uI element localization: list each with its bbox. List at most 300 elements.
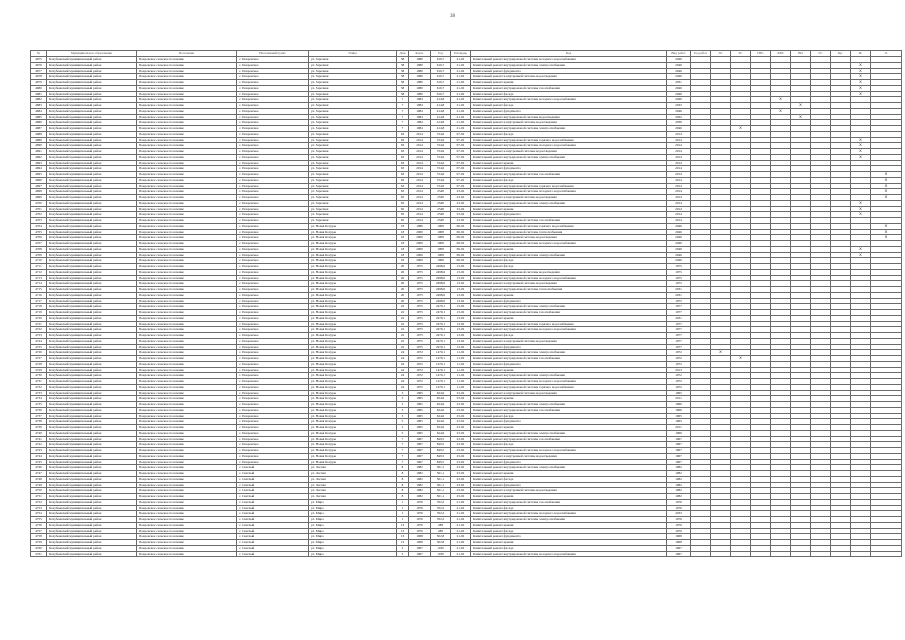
cell-id: 4714 [31,281,47,287]
cell-y: 1975 [409,269,431,275]
cell-pos: Покровское сельское поселение [137,235,237,241]
cell-yr: 1967 [667,551,691,557]
cell-y: 1965 [409,402,431,408]
cell-c: 23-02 [451,494,471,500]
cell-id: 4727 [31,356,47,362]
mark-cell [831,551,851,557]
cell-np: с. Покровское [237,304,309,310]
cell-w: Капитальный ремонт фасада [471,258,667,264]
cell-id: 4741 [31,436,47,442]
cell-c: 23-02 [451,206,471,212]
cell-h: 7 [397,442,409,448]
cell-pos: Покровское сельское поселение [137,373,237,379]
cell-c: 21-02 [451,534,471,540]
cell-y: 1967 [409,436,431,442]
cell-yr: 1967 [667,545,691,551]
cell-np: с. Покровское [237,108,309,114]
cell-mo: Кочубеевский муниципальный район [47,195,137,201]
cell-a: 849,5 [431,459,451,465]
cell-np: с. Светлый [237,517,309,523]
cell-st: ул. Новая Кочуры [309,333,397,339]
cell-yr: 2046 [667,241,691,247]
cell-id: 4702 [31,212,47,218]
cell-y: 1975 [409,275,431,281]
cell-c: 23-02 [451,488,471,494]
cell-yr: 2031 [667,315,691,321]
cell-c: 11-02 [451,361,471,367]
cell-w: Капитальный ремонт внутридомовой системы холодного водоснабжения [471,275,667,281]
cell-np: с. Покровское [237,149,309,155]
cell-pos: Покровское сельское поселение [137,338,237,344]
cell-st: ул. Заречная [309,74,397,80]
cell-np: с. Покровское [237,419,309,425]
cell-id: 4718 [31,304,47,310]
cell-pos: Покровское сельское поселение [137,379,237,385]
cell-pos: Покровское сельское поселение [137,108,237,114]
cell-id: 4719 [31,310,47,316]
cell-yr: 1982 [667,476,691,482]
cell-h: 58 [397,74,409,80]
cell-a: 561,1 [431,476,451,482]
cell-w: Капитальный ремонт крыши [471,425,667,431]
cell-yr: 2014 [667,212,691,218]
works-table-sheet [30,50,888,557]
cell-st: ул. Новая Кочуры [309,430,397,436]
cell-h: 63 [397,189,409,195]
cell-yr: 2046 [667,252,691,258]
cell-pos: Покровское сельское поселение [137,494,237,500]
cell-id: 4675 [31,57,47,63]
cell-w: Капитальный ремонт внутридомовой системы газоснабжения [471,310,667,316]
cell-a: 561,1 [431,488,451,494]
cell-id: 4737 [31,413,47,419]
cell-st: ул. Заречная [309,91,397,97]
cell-y: 1980 [409,85,431,91]
cell-w: Капитальный ремонт и внутренней системы водоотведения [471,488,667,494]
cell-yr: 2014 [667,143,691,149]
cell-w: Капитальный ремонт крыши [471,540,667,546]
cell-w: Капитальный ремонт фундамента [471,361,667,367]
cell-id: 4757 [31,528,47,534]
cell-pos: Покровское сельское поселение [137,396,237,402]
cell-w: Капитальный ремонт внутридомовой системы холодного водоснабжения [471,551,667,557]
cell-pos: Покровское сельское поселение [137,321,237,327]
cell-pos: Покровское сельское поселение [137,97,237,103]
cell-pos: Покровское сельское поселение [137,149,237,155]
cell-w: Капитальный ремонт крыши [471,315,667,321]
column-header: Год [431,51,451,57]
cell-c: 07-02 [451,149,471,155]
cell-st: ул. Заречная [309,206,397,212]
cell-w: Капитальный ремонт и внутренней системы водоотведения [471,195,667,201]
cell-yr: 2046 [667,235,691,241]
cell-mo: Кочубеевский муниципальный район [47,108,137,114]
cell-st: ул. Заречная [309,172,397,178]
cell-c: 11-02 [451,384,471,390]
cell-np: с. Покровское [237,287,309,293]
mark-cell: X [851,252,871,258]
cell-c: 11-02 [451,379,471,385]
cell-mo: Кочубеевский муниципальный район [47,321,137,327]
cell-h: 8 [397,471,409,477]
cell-y: 1975 [409,333,431,339]
cell-a: 1008 [431,246,451,252]
cell-y: 1980 [409,91,431,97]
cell-np: с. Покровское [237,292,309,298]
cell-a: 2548 [431,212,451,218]
cell-c: 21-02 [451,74,471,80]
cell-c: 13-02 [451,338,471,344]
cell-w: Капитальный ремонт внутридомовой системы газоснабжения [471,172,667,178]
cell-h: 7 [397,103,409,109]
cell-st: ул. Заречная [309,137,397,143]
cell-yr: 2014 [667,172,691,178]
cell-np: с. Покровское [237,361,309,367]
cell-yr: 1977 [667,310,691,316]
cell-id: 4705 [31,229,47,235]
cell-h: 7 [397,108,409,114]
cell-a: 2498,6 [431,292,451,298]
cell-a: 2498,6 [431,287,451,293]
cell-np: с. Покровское [237,103,309,109]
cell-pos: Покровское сельское поселение [137,540,237,546]
mark-cell: X [851,200,871,206]
cell-mo: Кочубеевский муниципальный район [47,413,137,419]
cell-c: 06-02 [451,223,471,229]
column-header: ГВС [751,51,771,57]
cell-c: 21-02 [451,103,471,109]
cell-pos: Покровское сельское поселение [137,85,237,91]
cell-c: 21-02 [451,517,471,523]
cell-a: 1008 [431,229,451,235]
cell-pos: Покровское сельское поселение [137,361,237,367]
cell-id: 4721 [31,321,47,327]
cell-mo: Кочубеевский муниципальный район [47,258,137,264]
cell-c: 21-02 [451,97,471,103]
cell-a: 1470,1 [431,350,451,356]
cell-w: Капитальный ремонт внутридомовой системы холодного водоснабжения [471,379,667,385]
cell-c: 23-02 [451,442,471,448]
cell-c: 21-02 [451,114,471,120]
cell-a: 624,6 [431,419,451,425]
cell-np: с. Покровское [237,281,309,287]
cell-y: 1975 [409,315,431,321]
cell-a: 2470,1 [431,304,451,310]
cell-id: 4750 [31,488,47,494]
cell-id: 4730 [31,373,47,379]
cell-st: ул. Новая Кочуры [309,356,397,362]
cell-h: 63 [397,183,409,189]
cell-mo: Кочубеевский муниципальный район [47,448,137,454]
cell-w: Капитальный ремонт фундамента [471,108,667,114]
mark-cell [791,551,811,557]
cell-pos: Покровское сельское поселение [137,465,237,471]
cell-mo: Кочубеевский муниципальный район [47,154,137,160]
cell-h: 3 [397,390,409,396]
cell-pos: Покровское сельское поселение [137,356,237,362]
cell-pos: Покровское сельское поселение [137,68,237,74]
cell-a: 302,8 [431,534,451,540]
cell-c: 07-02 [451,154,471,160]
cell-yr: 2014 [667,206,691,212]
cell-a: 2498,6 [431,269,451,275]
cell-y: 1982 [409,494,431,500]
cell-np: с. Светлый [237,471,309,477]
cell-mo: Кочубеевский муниципальный район [47,522,137,528]
cell-h: 63 [397,137,409,143]
cell-c: 13-02 [451,315,471,321]
cell-st: ул. Заречная [309,183,397,189]
cell-np: с. Покровское [237,160,309,166]
cell-h: 58 [397,68,409,74]
cell-y: 1970 [409,522,431,528]
cell-c: 21-02 [451,120,471,126]
cell-pos: Покровское сельское поселение [137,183,237,189]
cell-id: 4676 [31,62,47,68]
cell-np: с. Покровское [237,154,309,160]
cell-yr: 2014 [667,160,691,166]
cell-c: 13-02 [451,269,471,275]
cell-h: 24 [397,350,409,356]
mark-cell: X [851,206,871,212]
cell-id: 4717 [31,298,47,304]
cell-id: 4713 [31,275,47,281]
mark-cell: X [851,246,871,252]
cell-a: 616,7 [431,85,451,91]
cell-id: 4725 [31,344,47,350]
cell-y: 1975 [409,287,431,293]
cell-st: ул. Новая Кочуры [309,407,397,413]
cell-w: Капитальный ремонт и внутренней системы водоотведения [471,120,667,126]
cell-mo: Кочубеевский муниципальный район [47,390,137,396]
cell-pos: Покровское сельское поселение [137,430,237,436]
cell-pos: Покровское сельское поселение [137,522,237,528]
cell-y: 1965 [409,419,431,425]
cell-yr: 1965 [667,390,691,396]
cell-st: ул. Новая Кочуры [309,448,397,454]
cell-a: 1470,1 [431,384,451,390]
cell-h: 13 [397,540,409,546]
cell-np: с. Покровское [237,442,309,448]
cell-mo: Кочубеевский муниципальный район [47,114,137,120]
cell-c: 13-02 [451,304,471,310]
cell-yr: 2014 [667,189,691,195]
cell-c: 21-02 [451,540,471,546]
cell-w: Капитальный ремонт внутридомовой системы газоснабжения [471,218,667,224]
cell-np: с. Покровское [237,384,309,390]
cell-w: Капитальный ремонт и внутренней системы водоотведения [471,338,667,344]
cell-w: Капитальный ремонт фундамента [471,459,667,465]
cell-st: ул. Заречная [309,143,397,149]
cell-pos: Покровское сельское поселение [137,269,237,275]
cell-np: с. Светлый [237,465,309,471]
cell-id: 4733 [31,390,47,396]
cell-w: Капитальный ремонт фасада [471,177,667,183]
cell-mo: Кочубеевский муниципальный район [47,252,137,258]
cell-h: 8 [397,476,409,482]
cell-np: с. Покровское [237,258,309,264]
cell-a: 762,2 [431,505,451,511]
cell-a: 1470,1 [431,379,451,385]
cell-w: Капитальный ремонт и внутренней системы водоотведения [471,235,667,241]
cell-mo: Кочубеевский муниципальный район [47,137,137,143]
cell-y: 1982 [409,482,431,488]
cell-h: 24 [397,373,409,379]
cell-a: 1470,1 [431,367,451,373]
cell-st: ул. Заречная [309,160,397,166]
cell-st: ул. Заречная [309,120,397,126]
cell-w: Капитальный ремонт внутридомовой системы электроснабжения [471,252,667,258]
page-number: 38 [450,14,455,19]
cell-pos: Покровское сельское поселение [137,143,237,149]
mark-cell: X [731,126,751,132]
cell-yr: 2031 [667,287,691,293]
cell-h: 8 [397,488,409,494]
cell-a: 2498,6 [431,281,451,287]
cell-a: 849,5 [431,442,451,448]
cell-mo: Кочубеевский муниципальный район [47,476,137,482]
cell-pos: Покровское сельское поселение [137,315,237,321]
cell-st: ул. Заречная [309,200,397,206]
cell-pos: Покровское сельское поселение [137,189,237,195]
cell-c: 13-02 [451,344,471,350]
cell-mo: Кочубеевский муниципальный район [47,269,137,275]
cell-pos: Покровское сельское поселение [137,57,237,63]
cell-h: 22 [397,304,409,310]
cell-a: 2498,6 [431,298,451,304]
cell-id: 4722 [31,327,47,333]
cell-yr: 2046 [667,91,691,97]
cell-y: 1984 [409,97,431,103]
cell-mo: Кочубеевский муниципальный район [47,143,137,149]
cell-st: ул. Новая Кочуры [309,241,397,247]
cell-yr: 1970 [667,522,691,528]
cell-st: ул. Новая Кочуры [309,361,397,367]
cell-np: с. Покровское [237,402,309,408]
cell-pos: Покровское сельское поселение [137,252,237,258]
cell-st: ул. Лесная [309,471,397,477]
cell-y: 1975 [409,292,431,298]
cell-c: 21-02 [451,85,471,91]
cell-h: 63 [397,172,409,178]
cell-pos: Покровское сельское поселение [137,505,237,511]
cell-w: Капитальный ремонт внутридомовой системы холодного водоснабжения [471,448,667,454]
cell-mo: Кочубеевский муниципальный район [47,333,137,339]
cell-st: ул. Заречная [309,57,397,63]
cell-id: 4704 [31,223,47,229]
cell-c: 23-02 [451,482,471,488]
cell-c: 13-02 [451,275,471,281]
column-header: Вид работ [667,51,691,57]
cell-y: 1965 [409,396,431,402]
cell-c: 21-02 [451,551,471,557]
cell-st: ул. Новая Кочуры [309,327,397,333]
cell-np: с. Покровское [237,131,309,137]
cell-id: 4696 [31,177,47,183]
cell-h: 22 [397,338,409,344]
cell-c: 23-02 [451,195,471,201]
cell-id: 4703 [31,218,47,224]
cell-y: 1967 [409,459,431,465]
cell-yr: 1975 [667,264,691,270]
cell-a: 1180 [431,545,451,551]
cell-id: 4689 [31,137,47,143]
cell-h: 8 [397,465,409,471]
cell-a: 724,6 [431,154,451,160]
cell-w: Капитальный ремонт фасада [471,333,667,339]
cell-np: с. Светлый [237,488,309,494]
cell-y: 2000 [409,246,431,252]
cell-np: с. Покровское [237,74,309,80]
cell-id: 4694 [31,166,47,172]
cell-w: Капитальный ремонт внутридомовой системы горячего водоснабжения [471,321,667,327]
mark-cell: X [871,183,902,189]
cell-w: Капитальный ремонт крыши [471,396,667,402]
cell-w: Капитальный ремонт крыши [471,246,667,252]
cell-y: 1972 [409,367,431,373]
cell-np: с. Покровское [237,327,309,333]
cell-h: 7 [397,126,409,132]
cell-a: 561,1 [431,494,451,500]
cell-yr: 1967 [667,459,691,465]
cell-pos: Покровское сельское поселение [137,344,237,350]
cell-np: с. Светлый [237,551,309,557]
cell-id: 4680 [31,85,47,91]
cell-st: ул. Новая Кочуры [309,281,397,287]
cell-h: 3 [397,407,409,413]
cell-y: 1976 [409,511,431,517]
cell-mo: Кочубеевский муниципальный район [47,281,137,287]
cell-w: Капитальный ремонт и внутренней системы водоотведения [471,149,667,155]
cell-id: 4758 [31,534,47,540]
cell-a: 624,6 [431,430,451,436]
cell-c: 07-02 [451,160,471,166]
cell-st: ул. Заречная [309,80,397,86]
mark-cell: X [851,68,871,74]
cell-y: 2014 [409,172,431,178]
cell-id: 4691 [31,149,47,155]
cell-id: 4692 [31,154,47,160]
cell-np: с. Покровское [237,448,309,454]
cell-h: 22 [397,310,409,316]
cell-mo: Кочубеевский муниципальный район [47,361,137,367]
cell-pos: Покровское сельское поселение [137,459,237,465]
cell-a: 1180 [431,551,451,557]
cell-mo: Кочубеевский муниципальный район [47,80,137,86]
cell-h: 63 [397,166,409,172]
cell-pos: Покровское сельское поселение [137,212,237,218]
cell-yr: 1976 [667,499,691,505]
cell-pos: Покровское сельское поселение [137,166,237,172]
cell-w: Капитальный ремонт внутридомовой системы водоотведения [471,269,667,275]
cell-mo: Кочубеевский муниципальный район [47,505,137,511]
cell-np: с. Покровское [237,189,309,195]
cell-h: 3 [397,545,409,551]
column-header: Улица [309,51,397,57]
cell-a: 849,5 [431,448,451,454]
cell-np: с. Покровское [237,172,309,178]
cell-pos: Покровское сельское поселение [137,551,237,557]
cell-h: 7 [397,97,409,103]
cell-h: 18 [397,223,409,229]
mark-cell [871,551,902,557]
mark-cell [751,551,771,557]
cell-h: 1 [397,517,409,523]
cell-st: ул. Новая Кочуры [309,367,397,373]
cell-mo: Кочубеевский муниципальный район [47,97,137,103]
cell-np: с. Светлый [237,540,309,546]
cell-st: ул. Мира [309,511,397,517]
